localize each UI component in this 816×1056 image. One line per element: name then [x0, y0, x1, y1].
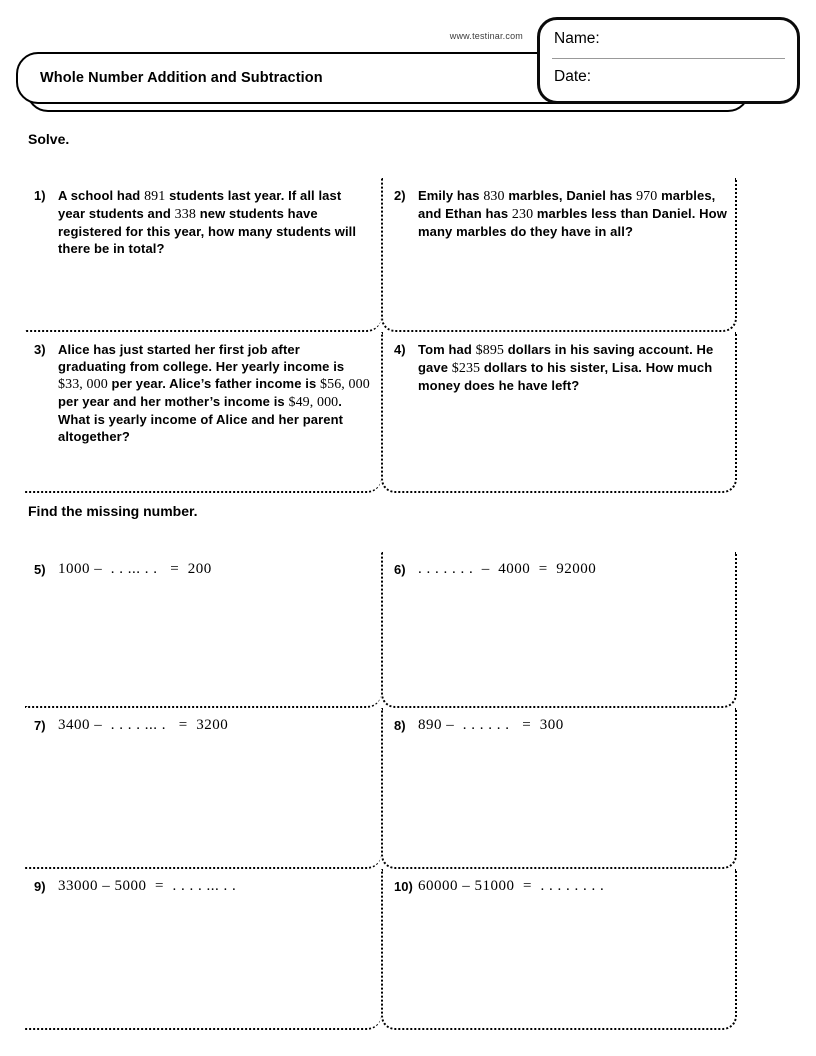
problem-text: Emily has 830 marbles, Daniel has 970 marbles, and Ethan has 230 marbles less than Daniel. How many marbles do they have in all? [418, 188, 727, 239]
problem-box-9 [25, 869, 381, 1030]
problem-box-6 [381, 552, 737, 708]
problem-number: 10) [394, 879, 413, 894]
website-url: www.testinar.com [449, 31, 523, 41]
name-label: Name: [554, 30, 600, 47]
problem-number: 8) [394, 718, 406, 733]
problem-box-10 [381, 869, 737, 1030]
problem-number: 9) [34, 879, 46, 894]
equation-text: 3400 – . . . . ... . = 3200 [58, 717, 229, 733]
problem-box-2 [381, 178, 737, 332]
solve-problems-grid [25, 178, 737, 493]
problem-box-5 [25, 552, 381, 708]
equation-text: . . . . . . . – 4000 = 92000 [418, 561, 597, 577]
problem-box-7 [25, 708, 381, 869]
equation-text: 1000 – . . ... . . = 200 [58, 561, 212, 577]
name-date-box [537, 17, 800, 104]
problem-box-4 [381, 332, 737, 493]
problem-number: 7) [34, 718, 46, 733]
problem-text: Alice has just started her first job after graduating from college. Her yearly income is $33, 000 per year. Alice’s father income is $56, 000 per year and her mother’s income is $49, 000. What is yearly income of Alice and her parent altogether? [58, 342, 370, 444]
problem-number: 5) [34, 562, 46, 577]
problem-box-1 [25, 178, 381, 332]
problem-box-8 [381, 708, 737, 869]
date-label: Date: [554, 68, 592, 85]
problem-number: 4) [394, 342, 406, 357]
equation-text: 33000 – 5000 = . . . . ... . . [58, 878, 237, 894]
problem-number: 3) [34, 342, 46, 357]
section-heading-missing-number: Find the missing number. [28, 503, 198, 519]
problem-box-3 [25, 332, 381, 493]
problem-text: Tom had $895 dollars in his saving account. He gave $235 dollars to his sister, Lisa. How much money does he have left? [418, 342, 714, 393]
problem-number: 2) [394, 188, 406, 203]
worksheet-title: Whole Number Addition and Subtraction [40, 70, 323, 86]
equation-text: 890 – . . . . . . = 300 [418, 717, 564, 733]
problem-text: A school had 891 students last year. If all last year students and 338 new students have registered for this year, how many students will there be in total? [58, 188, 357, 256]
equation-text: 60000 – 51000 = . . . . . . . . [418, 878, 605, 894]
problem-number: 1) [34, 188, 46, 203]
problem-number: 6) [394, 562, 406, 577]
missing-number-grid [25, 552, 737, 1030]
section-heading-solve: Solve. [28, 131, 70, 147]
